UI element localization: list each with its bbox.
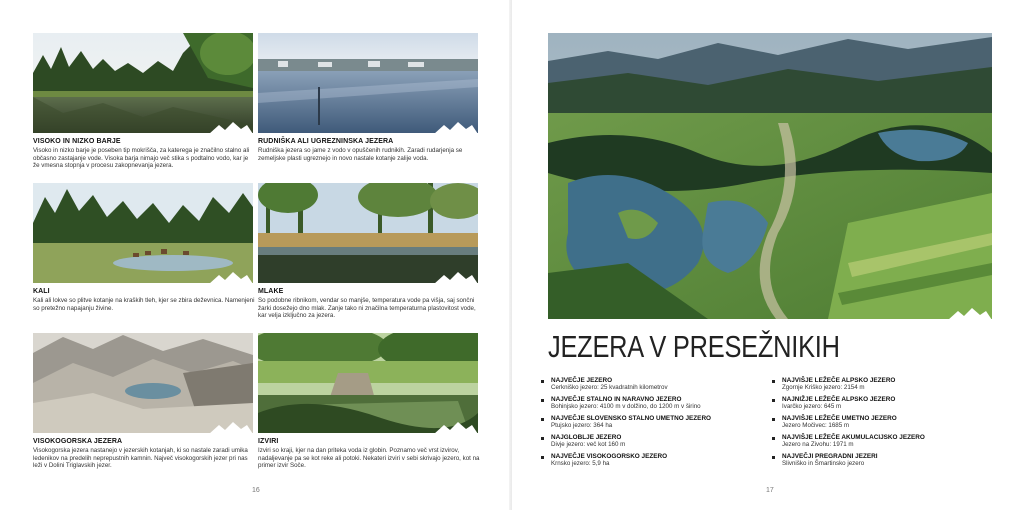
record-label: NAJVEČJE JEZERO	[551, 377, 613, 384]
caption-text: Izviri so kraji, kjer na dan priteka voda iz globin. Poznamo več vrst izvirov, nadaljevanje pa se kot reke ali potoki. Nekateri izviri v sebi skrivajo jezero, kot na primer izvir Soče.	[258, 447, 480, 470]
list-item	[539, 377, 759, 392]
record-value: Krnsko jezero: 5,9 ha	[551, 460, 610, 468]
record-value: Slivniško in Šmartinsko jezero	[782, 460, 865, 468]
caption-text: Visoko in nizko barje je poseben tip mokrišča, za katerega je značilno stalno ali občasno zastajanje vode. Visoka barja nimajo več stika s podtalno vodo, kar je že vmesna stopnja v procesu zakopnevanja jezera.	[33, 147, 250, 170]
caption-alpine-lake	[33, 438, 255, 470]
mountain-peak-icon	[209, 272, 253, 284]
photo-spring	[258, 333, 478, 433]
list-item	[770, 415, 990, 430]
caption-title: MLAKE	[258, 288, 284, 295]
photo-mlaka	[258, 183, 478, 283]
mountain-peak-icon	[434, 122, 478, 134]
record-label: NAJVIŠJE LEŽEČE AKUMULACIJSKO JEZERO	[782, 434, 925, 441]
caption-title: VISOKO IN NIZKO BARJE	[33, 138, 121, 145]
record-value: Jezero na Zivohu: 1971 m	[782, 441, 854, 449]
caption-title: IZVIRI	[258, 438, 279, 445]
caption-title: RUDNIŠKA ALI UGREZNINSKA JEZERA	[258, 138, 394, 145]
caption-title: KALI	[33, 288, 50, 295]
photo-aerial-lake	[548, 33, 992, 319]
record-value: Cerkniško jezero: 25 kvadratnih kilometrov	[551, 384, 668, 392]
record-label: NAJVEČJE SLOVENSKO STALNO UMETNO JEZERO	[551, 415, 712, 422]
mountain-peak-icon	[434, 272, 478, 284]
caption-kal	[33, 288, 255, 312]
record-value: Jezero Močivec: 1685 m	[782, 422, 850, 430]
caption-text: Kali ali lokve so plitve kotanje na kraških tleh, kjer se zbira deževnica. Namenjeni so pretežno napajanju živine.	[33, 297, 255, 312]
list-item	[770, 453, 990, 468]
list-item	[770, 396, 990, 411]
caption-text: Rudniška jezera so jame z vodo v opuščenih rudnikih. Zaradi rudarjenja se zemeljske plasti ugreznejo in novo nastale kotanje zalije voda.	[258, 147, 463, 162]
caption-spring	[258, 438, 480, 470]
record-value: Bohinjsko jezero: 4100 m v dolžino, do 1200 m v širino	[551, 403, 701, 411]
photo-mining-lake	[258, 33, 478, 133]
record-value: Ptujsko jezero: 364 ha	[551, 422, 613, 430]
caption-title: VISOKOGORSKA JEZERA	[33, 438, 123, 445]
caption-mining-lake	[258, 138, 480, 162]
page-title: JEZERA V PRESEŽNIKIH	[548, 329, 840, 364]
record-label: NAJVIŠJE LEŽEČE UMETNO JEZERO	[782, 415, 897, 422]
mountain-peak-icon	[209, 422, 253, 434]
photo-kal	[33, 183, 253, 283]
record-value: Divje jezero: več kot 160 m	[551, 441, 626, 449]
photo-bog	[33, 33, 253, 133]
list-item	[539, 415, 759, 430]
records-list-right	[770, 377, 990, 472]
caption-mlaka	[258, 288, 480, 320]
mountain-peak-icon	[434, 422, 478, 434]
list-item	[770, 434, 990, 449]
page-number: 17	[766, 487, 774, 494]
records-list-left	[539, 377, 759, 472]
list-item	[770, 377, 990, 392]
record-label: NAJNIŽJE LEŽEČE ALPSKO JEZERO	[782, 396, 896, 403]
list-item	[539, 434, 759, 449]
record-label: NAJVEČJI PREGRADNI JEZERI	[782, 453, 878, 460]
mountain-peak-icon	[948, 308, 992, 320]
caption-text: So podobne ribnikom, vendar so manjše, temperatura vode pa višja, saj sončni žarki dosežejo dno mlak. Zanje tako ni značilna temperaturna plastovitost vode, kar velja izključno za jezera.	[258, 297, 476, 320]
record-label: NAJVEČJE STALNO IN NARAVNO JEZERO	[551, 396, 682, 403]
record-value: Zgornje Kriško jezero: 2154 m	[782, 384, 865, 392]
photo-alpine-lake	[33, 333, 253, 433]
mountain-peak-icon	[209, 122, 253, 134]
list-item	[539, 453, 759, 468]
caption-text: Visokogorska jezera nastanejo v jezerskih kotanjah, ki so nastale zaradi umika ledenikov na predelih neprepustnih kamnin. Največ visokogorskih jezer pri nas leži v Dolini Triglavskih jezer.	[33, 447, 248, 470]
record-label: NAJGLOBLJE JEZERO	[551, 434, 622, 441]
record-label: NAJVEČJE VISOKOGORSKO JEZERO	[551, 453, 668, 460]
record-label: NAJVIŠJE LEŽEČE ALPSKO JEZERO	[782, 377, 896, 384]
record-value: Ivarčko jezero: 645 m	[782, 403, 842, 411]
list-item	[539, 396, 759, 411]
caption-bog	[33, 138, 253, 170]
page-number: 16	[252, 487, 260, 494]
